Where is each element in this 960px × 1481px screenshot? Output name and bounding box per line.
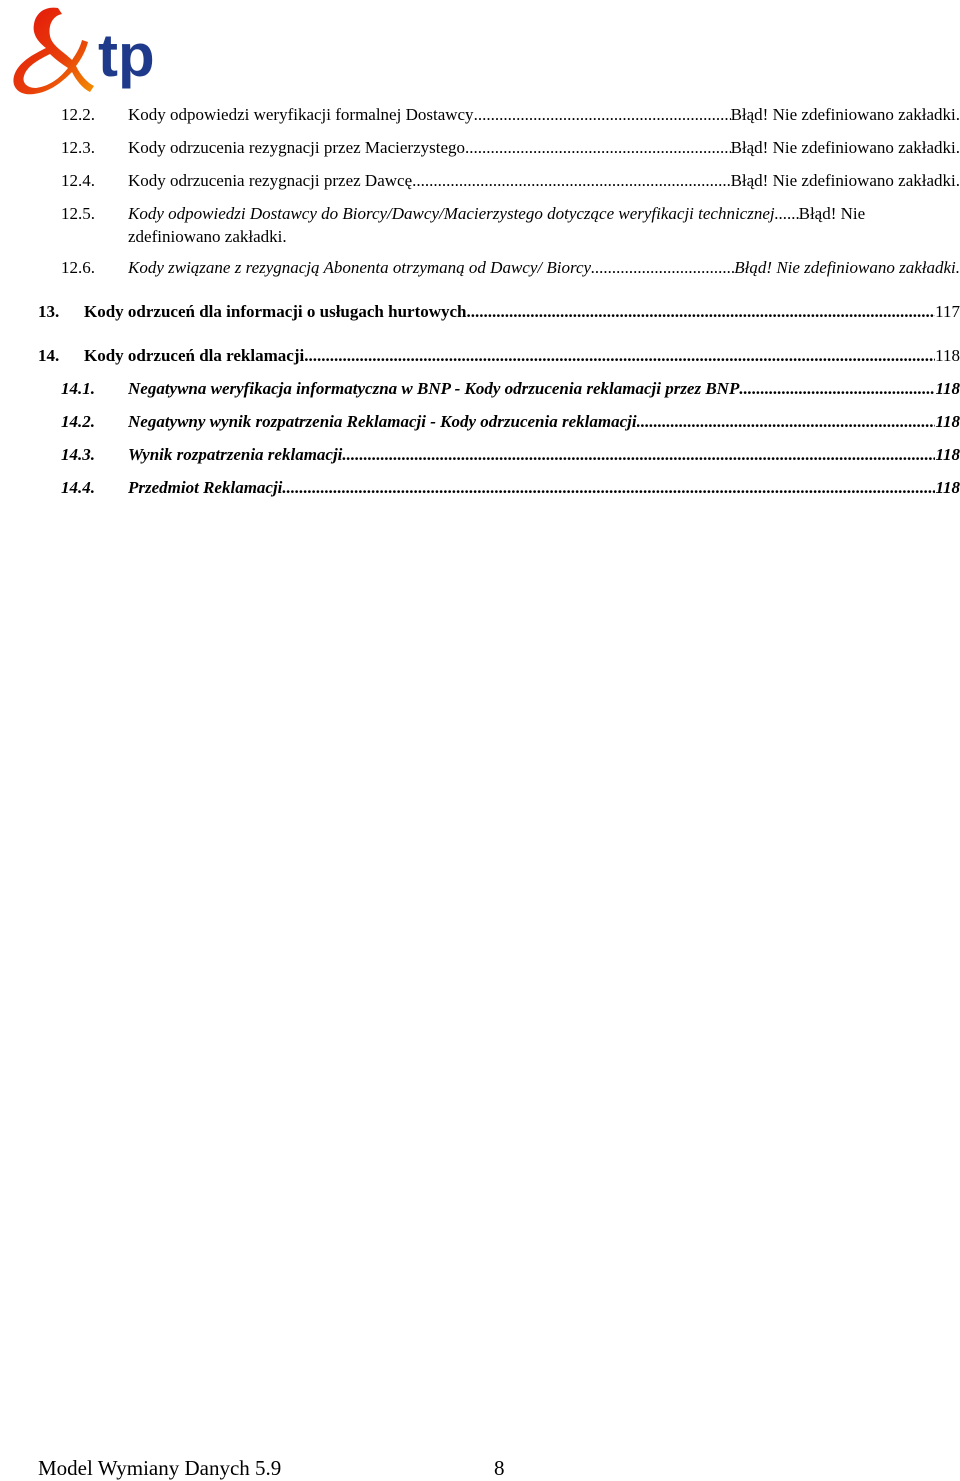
toc-entry[interactable] (0, 410, 960, 434)
toc-leader-dots (775, 202, 799, 226)
toc-entry[interactable] (0, 256, 960, 280)
toc-entry-number: 14. (38, 346, 60, 365)
toc-leader-dots (304, 344, 935, 368)
toc-entry-number: 14.1. (61, 379, 95, 398)
toc-entry-page: 118 (935, 445, 960, 464)
toc-entry-title: Przedmiot Reklamacji (128, 478, 283, 497)
toc-entry-number: 12.6. (61, 258, 95, 277)
toc-entry-number: 14.2. (61, 412, 95, 431)
toc-leader-dots (739, 377, 935, 401)
toc-entry-title: Kody odrzuceń dla informacji o usługach hurtowych (84, 302, 467, 321)
footer-page-number: 8 (494, 1456, 505, 1480)
toc-entry-title: Negatywny wynik rozpatrzenia Reklamacji - Kody odrzucenia reklamacji (128, 412, 637, 431)
toc-entry[interactable] (0, 443, 960, 467)
toc-entry-title: Negatywna weryfikacja informatyczna w BNP - Kody odrzucenia reklamacji przez BNP (128, 379, 740, 398)
toc-entry-page: 118 (935, 346, 960, 365)
toc-entry-number: 12.5. (61, 204, 95, 223)
toc-leader-dots (342, 443, 935, 467)
tp-logo-mark (6, 2, 162, 98)
toc-entry[interactable] (0, 377, 960, 401)
toc-leader-dots (282, 476, 935, 500)
toc-entry-title: Kody odrzucenia rezygnacji przez Dawcę (128, 171, 413, 190)
toc-entry-title: Kody odpowiedzi weryfikacji formalnej Dostawcy (128, 105, 474, 124)
toc-entry-title: Wynik rozpatrzenia reklamacji (128, 445, 343, 464)
toc-entry-title: Kody odrzuceń dla reklamacji (84, 346, 305, 365)
toc-entry[interactable] (0, 103, 960, 127)
toc-entry-number: 13. (38, 302, 60, 321)
toc-entry-title: Kody odpowiedzi Dostawcy do Biorcy/Dawcy/Macierzystego dotyczące weryfikacji technicznej (128, 204, 775, 223)
toc-entry[interactable] (0, 169, 960, 193)
toc-entry-page: 118 (935, 379, 960, 398)
toc-entry[interactable] (0, 344, 960, 368)
toc-entry-number: 12.3. (61, 138, 95, 157)
footer-document-title: Model Wymiany Danych 5.9 (38, 1456, 282, 1480)
toc-entry-continuation (0, 225, 960, 249)
toc-entry[interactable] (0, 136, 960, 160)
toc-entry-page: 118 (935, 412, 960, 431)
toc-entry[interactable] (0, 202, 960, 226)
toc-leader-dots (412, 169, 730, 193)
toc-entry-page: Błąd! Nie zdefiniowano zakładki. (730, 138, 960, 157)
toc-entry-page-continued: zdefiniowano zakładki. (128, 227, 287, 246)
toc-entry-number: 12.2. (61, 105, 95, 124)
toc-entry-number: 14.4. (61, 478, 95, 497)
toc-entry-page: Błąd! Nie zdefiniowano zakładki. (730, 171, 960, 190)
tp-logo-text: tp (98, 22, 155, 89)
toc-entry-number: 14.3. (61, 445, 95, 464)
toc-leader-dots (591, 256, 734, 280)
toc-entry[interactable] (0, 300, 960, 324)
toc-entry-page: 118 (935, 478, 960, 497)
toc-entry-page: Błąd! Nie (798, 204, 866, 223)
toc-leader-dots (467, 300, 936, 324)
toc-entry-title: Kody odrzucenia rezygnacji przez Macierzystego (128, 138, 465, 157)
toc-leader-dots (465, 136, 731, 160)
toc-entry-number: 12.4. (61, 171, 95, 190)
toc-entry-page: Błąd! Nie zdefiniowano zakładki. (730, 105, 960, 124)
toc-entry-page: 117 (935, 302, 960, 321)
toc-entry-page: Błąd! Nie zdefiniowano zakładki. (734, 258, 960, 277)
toc-leader-dots (637, 410, 936, 434)
tp-logo (6, 2, 162, 98)
toc-entry[interactable] (0, 476, 960, 500)
toc-entry-title: Kody związane z rezygnacją Abonenta otrzymaną od Dawcy/ Biorcy (128, 258, 592, 277)
toc-leader-dots (474, 103, 731, 127)
